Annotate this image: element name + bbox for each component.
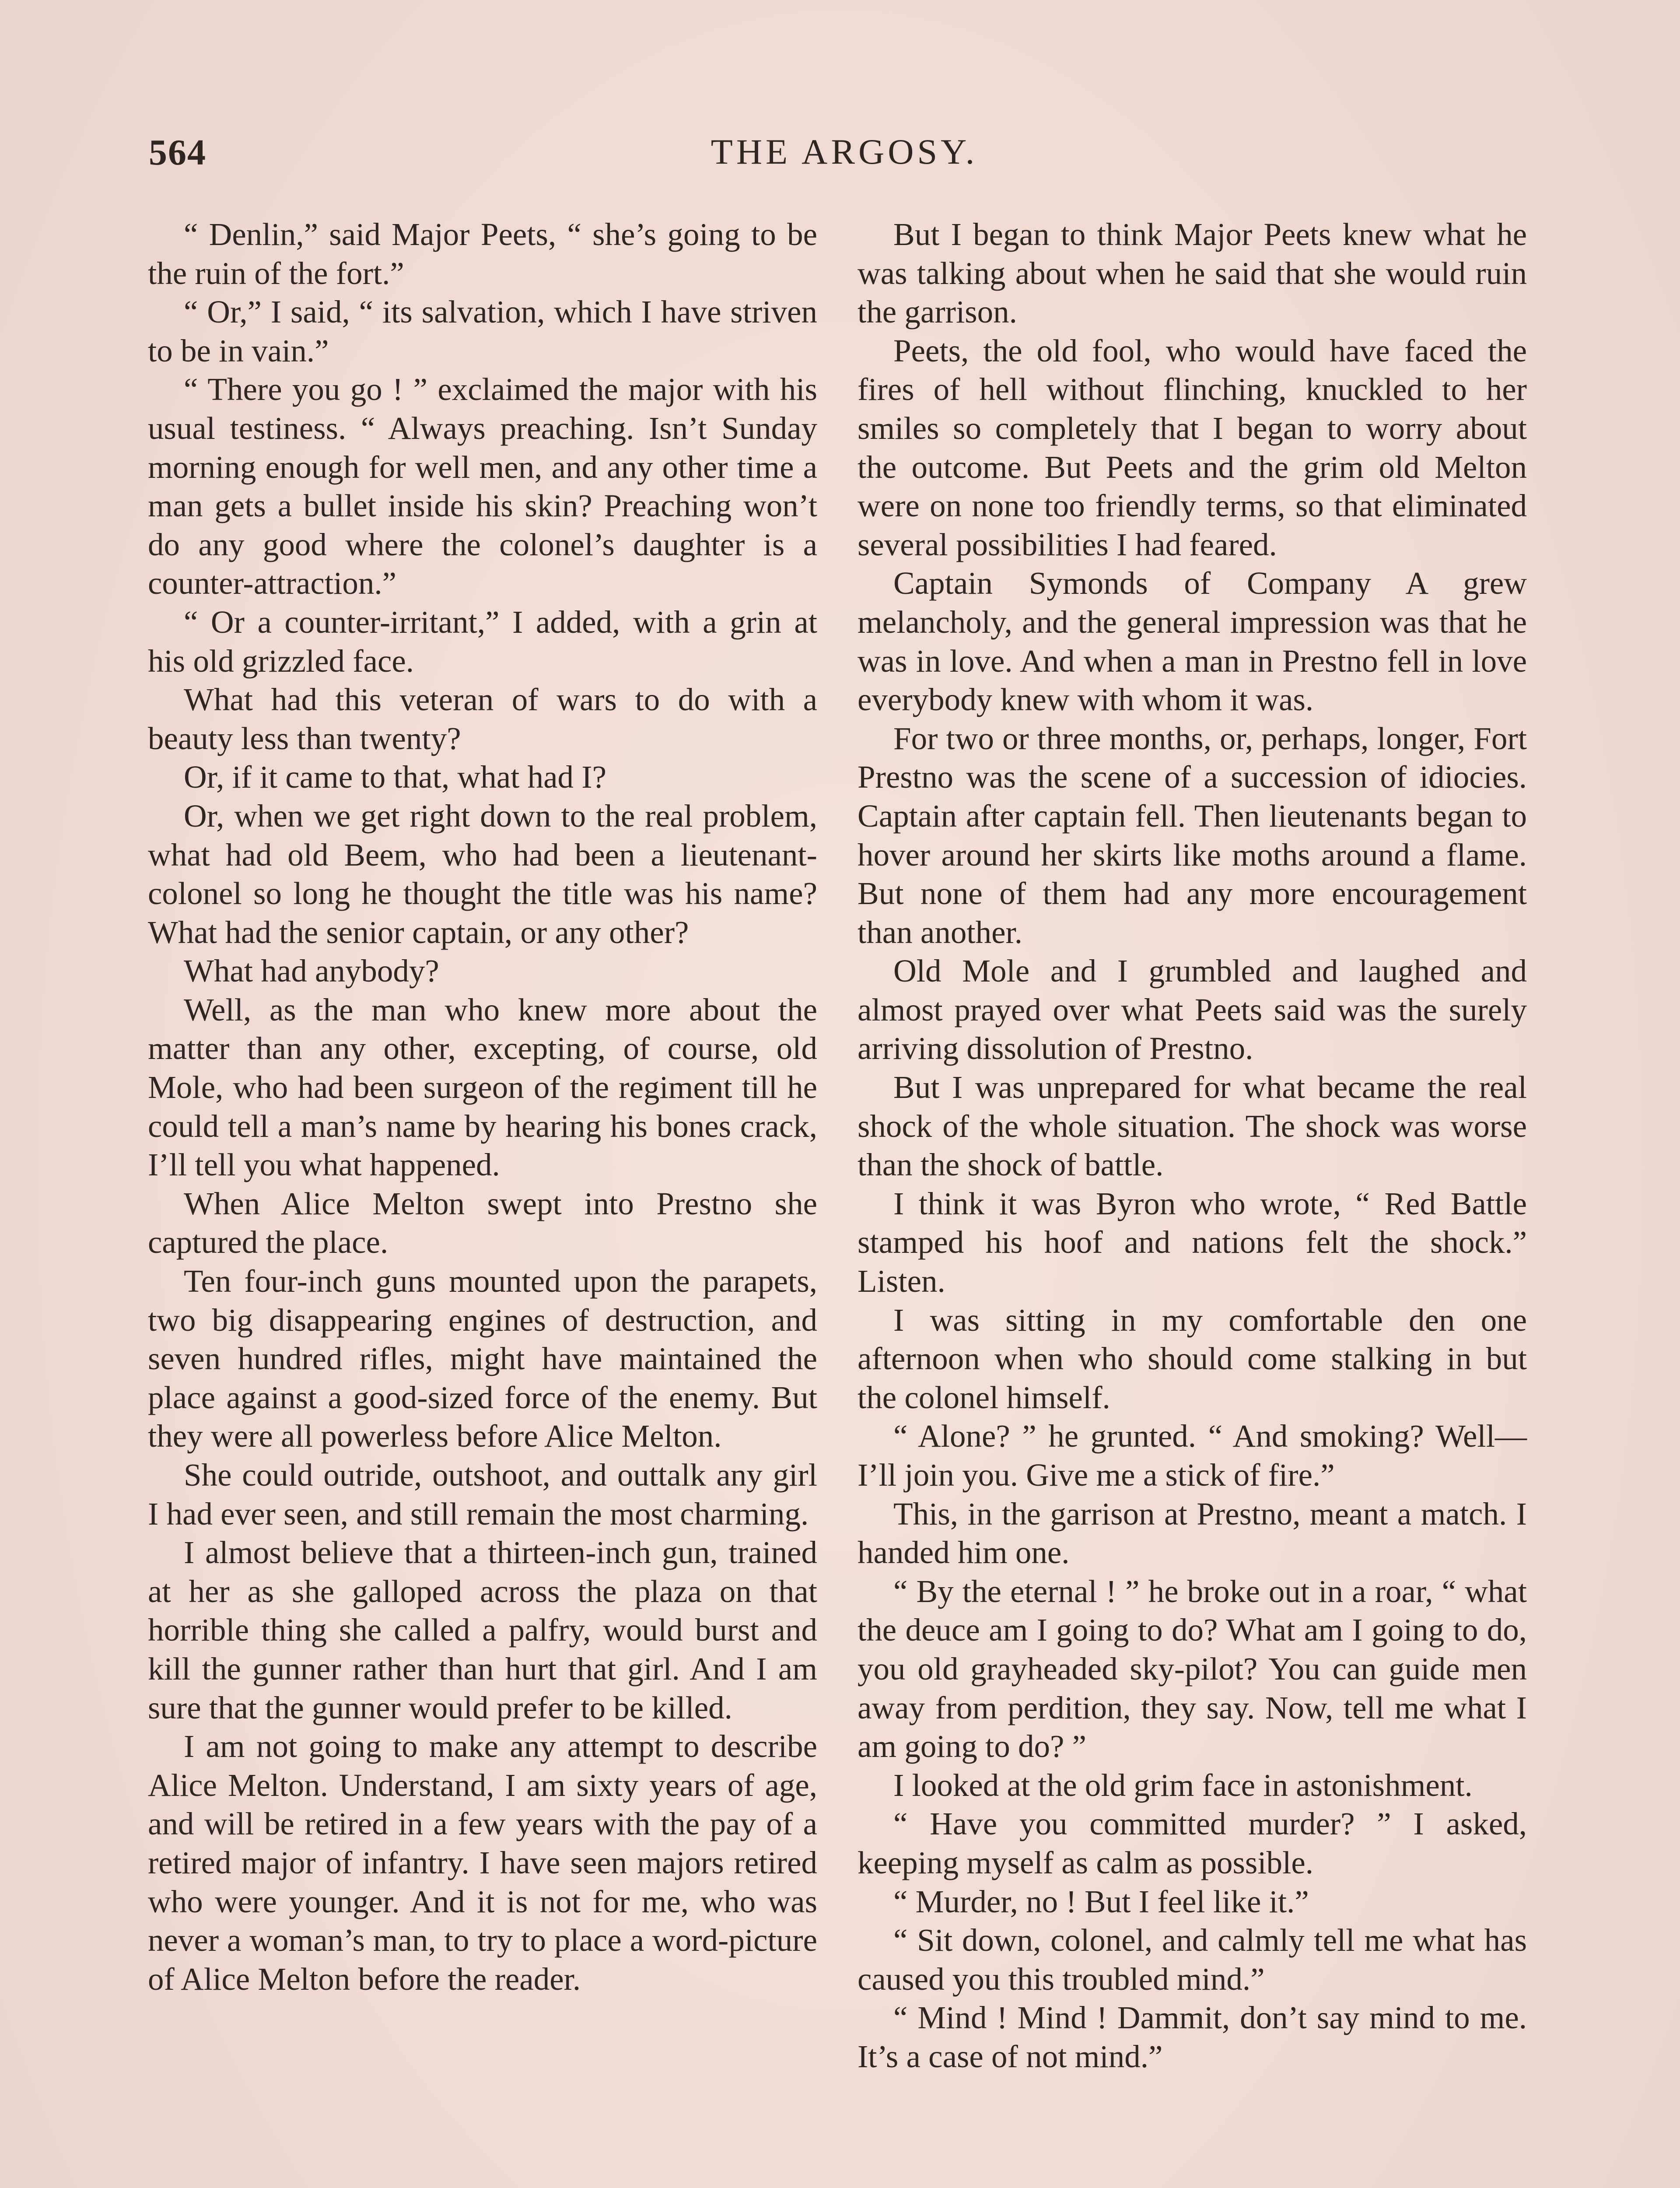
paragraph: I am not going to make any attempt to describe Alice Melton. Understand, I am sixty years of age, and will be retired in a few years with the pay of a retired major of infantry. I have seen majors retired who were younger. And it is not for me, who was never a woman’s man, to try to place a word-picture of Alice Melton before the reader. xyxy=(148,1729,817,1997)
page-header xyxy=(149,131,1540,179)
paragraph: “ Mind ! Mind ! Dammit, don’t say mind to me. It’s a case of not mind.” xyxy=(858,2000,1527,2074)
paragraph: “ Have you committed murder? ” I asked, keeping myself as calm as possible. xyxy=(858,1806,1527,1880)
page-number: 564 xyxy=(149,132,206,173)
paragraph: “ Or a counter-irritant,” I added, with a grin at his old grizzled face. xyxy=(148,604,817,679)
text-column-left xyxy=(148,215,817,1999)
paragraph: “ Murder, no ! But I feel like it.” xyxy=(893,1883,1309,1919)
paragraph: “ Or,” I said, “ its salvation, which I have striven to be in vain.” xyxy=(148,294,817,368)
paragraph: Well, as the man who knew more about the matter than any other, excepting, of course, old Mole, who had been surgeon of the regiment till he could tell a man’s name by hearing his bones crack, I’ll tell you what happened. xyxy=(148,992,817,1183)
paragraph: “ By the eternal ! ” he broke out in a roar, “ what the deuce am I going to do? What am I going to do, you old grayheaded sky-pilot? You can guide men away from perdition, they say. Now, tell me what I am going to do? ” xyxy=(858,1573,1527,1764)
paragraph: Or, if it came to that, what had I? xyxy=(184,759,607,795)
paragraph: But I was unprepared for what became the real shock of the whole situation. The shock was worse than the shock of battle. xyxy=(858,1069,1527,1183)
paragraph: This, in the garrison at Prestno, meant a match. I handed him one. xyxy=(858,1496,1527,1571)
paragraph: I looked at the old grim face in astonishment. xyxy=(893,1767,1473,1803)
paragraph: Ten four-inch guns mounted upon the parapets, two big disappearing engines of destruction, and seven hundred rifles, might have maintained the place against a good-sized force of the enemy. But they were all powerless before Alice Melton. xyxy=(148,1263,817,1454)
paragraph: Old Mole and I grumbled and laughed and almost prayed over what Peets said was the surely arriving dissolution of Prestno. xyxy=(858,953,1527,1066)
paragraph: What had this veteran of wars to do with a beauty less than twenty? xyxy=(148,682,817,756)
text-column-right xyxy=(858,215,1527,2076)
paragraph: Captain Symonds of Company A grew melancholy, and the general impression was that he was in love. And when a man in Prestno fell in love everybody knew with whom it was. xyxy=(858,565,1527,718)
paragraph: I almost believe that a thirteen-inch gun, trained at her as she galloped across the plaza on that horrible thing she called a palfry, would burst and kill the gunner rather than hurt that girl. And I am sure that the gunner would prefer to be killed. xyxy=(148,1535,817,1725)
paragraph: “ Denlin,” said Major Peets, “ she’s going to be the ruin of the fort.” xyxy=(148,217,817,291)
running-head: THE ARGOSY. xyxy=(710,132,978,172)
paragraph: Or, when we get right down to the real problem, what had old Beem, who had been a lieutenant-colonel so long he thought the title was his name? What had the senior captain, or any other? xyxy=(148,798,817,950)
paragraph: I was sitting in my comfortable den one afternoon when who should come stalking in but the colonel himself. xyxy=(858,1302,1527,1415)
paragraph: “ Sit down, colonel, and calmly tell me what has caused you this troubled mind.” xyxy=(858,1922,1527,1997)
paragraph: What had anybody? xyxy=(184,953,439,989)
paragraph: She could outride, outshoot, and outtalk any girl I had ever seen, and still remain the most charming. xyxy=(148,1457,817,1532)
paragraph: Peets, the old fool, who would have faced the fires of hell without flinching, knuckled to her smiles so completely that I began to worry about the outcome. But Peets and the grim old Melton were on none too friendly terms, so that eliminated several possibilities I had feared. xyxy=(858,333,1527,562)
paragraph: When Alice Melton swept into Prestno she captured the place. xyxy=(148,1185,817,1260)
paragraph: “ Alone? ” he grunted. “ And smoking? Well—I’ll join you. Give me a stick of fire.” xyxy=(858,1418,1527,1493)
paragraph: But I began to think Major Peets knew what he was talking about when he said that she would ruin the garrison. xyxy=(858,217,1527,330)
paragraph: “ There you go ! ” exclaimed the major with his usual testiness. “ Always preaching. Isn’t Sunday morning enough for well men, and any other time a man gets a bullet inside his skin? Preaching won’t do any good where the colonel’s daughter is a counter-attraction.” xyxy=(148,372,817,601)
paragraph: I think it was Byron who wrote, “ Red Battle stamped his hoof and nations felt the shock.” Listen. xyxy=(858,1185,1527,1299)
paragraph: For two or three months, or, perhaps, longer, Fort Prestno was the scene of a succession of idiocies. Captain after captain fell. Then lieutenants began to hover around her skirts like moths around a flame. But none of them had any more encouragement than another. xyxy=(858,720,1527,950)
